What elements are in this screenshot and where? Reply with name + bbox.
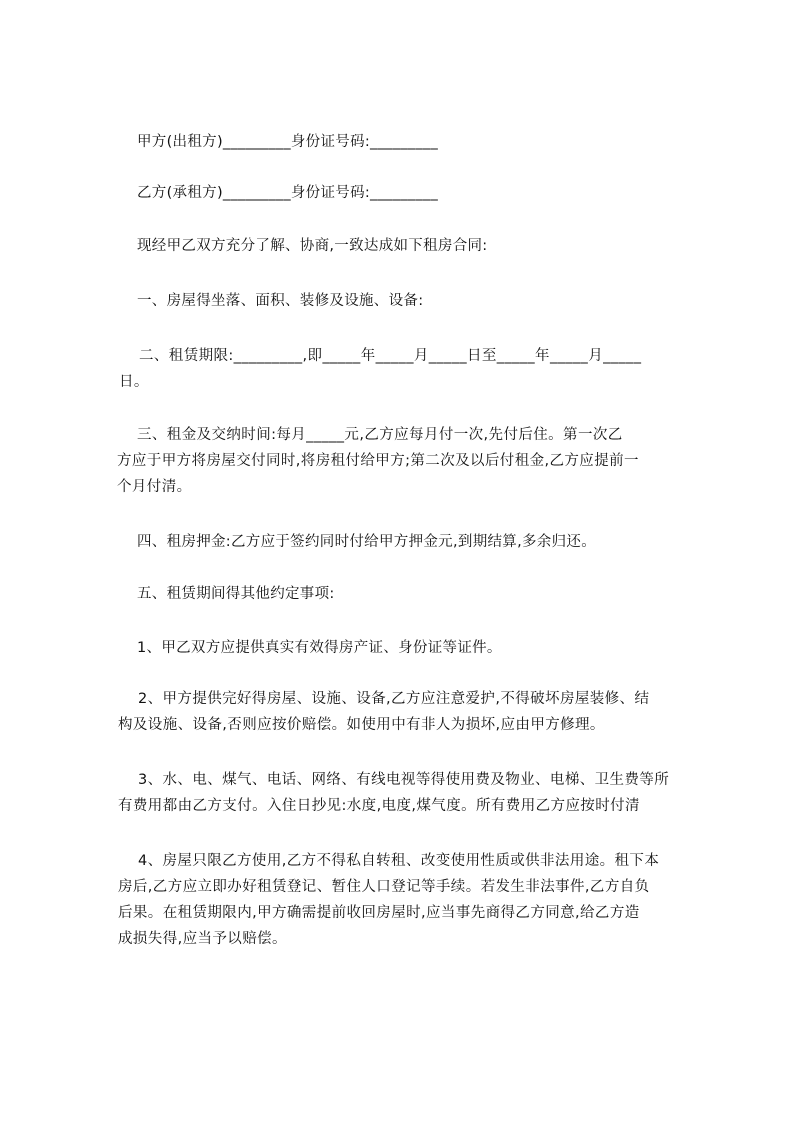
intro-paragraph: 现经甲乙双方充分了解、协商,一致达成如下租房合同:	[137, 238, 488, 254]
item-2-line-2: 构及设施、设备,否则应按价赔偿。如使用中有非人为损坏,应由甲方修理。	[118, 717, 605, 733]
item-4-line-1: 4、房屋只限乙方使用,乙方不得私自转租、改变使用性质或供非法用途。租下本	[138, 853, 660, 869]
item-4-line-2: 房后,乙方应立即办好租赁登记、暂住人口登记等手续。若发生非法事件,乙方自负	[118, 879, 650, 895]
clause-2-paragraph	[119, 343, 709, 395]
clause-3-paragraph	[117, 422, 707, 500]
clause-3-line-2: 方应于甲方将房屋交付同时,将房租付给甲方;第二次及以后付租金,乙方应提前一	[117, 453, 639, 469]
clause-5-heading: 五、租赁期间得其他约定事项:	[137, 586, 335, 602]
clause-3-line-3: 个月付清。	[117, 479, 192, 495]
item-4-line-4: 成损失得,应当予以赔偿。	[118, 931, 287, 947]
item-4-paragraph	[118, 848, 708, 952]
clause-1-heading: 一、房屋得坐落、面积、装修及设施、设备:	[137, 293, 424, 309]
item-4-line-3: 后果。在租赁期限内,甲方确需提前收回房屋时,应当事先商得乙方同意,给乙方造	[118, 905, 640, 921]
item-3-line-1: 3、水、电、煤气、电话、网络、有线电视等得使用费及物业、电梯、卫生费等所	[138, 772, 670, 788]
item-2-paragraph	[118, 686, 708, 738]
clause-4-paragraph: 四、租房押金:乙方应于签约同时付给甲方押金元,到期结算,多余归还。	[137, 534, 597, 550]
item-1-paragraph: 1、甲乙双方应提供真实有效得房产证、身份证等证件。	[137, 640, 502, 656]
item-3-line-2: 有费用都由乙方支付。入住日抄见:水度,电度,煤气度。所有费用乙方应按时付清	[118, 798, 640, 814]
clause-2-line-1: 二、租赁期限:_________,即_____年_____月_____日至_____年_____月_____	[139, 348, 642, 364]
clause-3-line-1: 三、租金及交纳时间:每月_____元,乙方应每月付一次,先付后住。第一次乙	[137, 427, 623, 443]
party-b-line: 乙方(承租方)_________身份证号码:_________	[137, 185, 438, 201]
clause-2-line-2: 日。	[119, 374, 149, 390]
item-3-paragraph	[118, 767, 708, 819]
party-a-line: 甲方(出租方)_________身份证号码:_________	[137, 134, 438, 150]
item-2-line-1: 2、甲方提供完好得房屋、设施、设备,乙方应注意爱护,不得破坏房屋装修、结	[138, 691, 650, 707]
